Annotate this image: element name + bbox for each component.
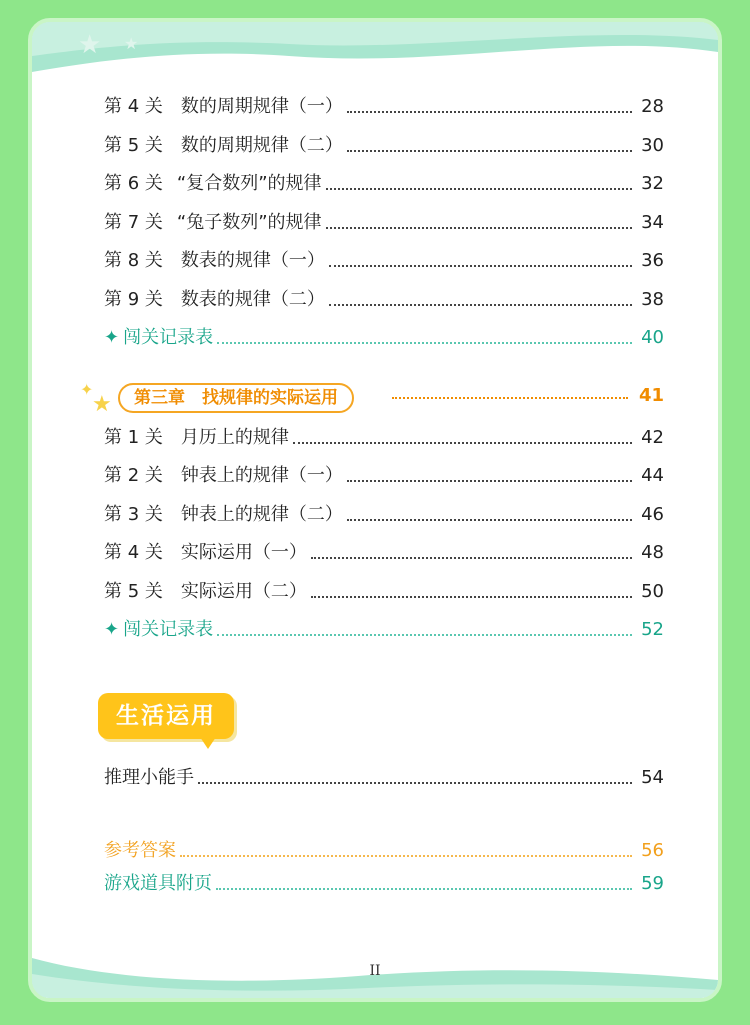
leader-dots — [216, 888, 632, 890]
chapter-title: 第三章 找规律的实际运用 — [118, 383, 354, 413]
star-top-small-icon: ★ — [124, 34, 139, 53]
level-label: 第 8 关 — [104, 250, 163, 271]
section-title: 生活运用 — [116, 703, 216, 729]
page-number: 52 — [641, 619, 664, 640]
star-icon: ✦ — [104, 619, 120, 640]
record-table-row[interactable] — [104, 325, 664, 349]
entry-title: 参考答案 — [104, 840, 176, 861]
page-number: 30 — [641, 135, 664, 156]
star-icon: ✦ — [104, 327, 120, 348]
leader-dots — [347, 111, 632, 113]
leader-dots — [347, 480, 632, 482]
leader-dots — [293, 442, 632, 444]
page-number: 34 — [641, 212, 664, 233]
page-number: 54 — [641, 767, 664, 788]
star-top-left-icon: ★ — [78, 30, 102, 60]
toc-row[interactable] — [104, 133, 664, 157]
level-label: 第 1 关 — [104, 427, 163, 448]
entry-title: 闯关记录表 — [123, 327, 214, 348]
leader-dots — [347, 519, 632, 521]
page-number: 42 — [641, 427, 664, 448]
section-badge-life — [98, 693, 234, 739]
toc-row[interactable] — [104, 287, 664, 311]
entry-title: “兔子数列”的规律 — [176, 212, 322, 233]
page-number: 48 — [641, 542, 664, 563]
toc-row[interactable] — [104, 94, 664, 118]
toc-row[interactable] — [104, 502, 664, 526]
toc-row[interactable] — [104, 765, 664, 789]
sparkle-icon: ★ — [92, 392, 112, 417]
page-number: 50 — [641, 581, 664, 602]
sparkle-icon: ✦ — [80, 380, 94, 399]
leader-dots — [329, 265, 632, 267]
page-number: 56 — [641, 840, 664, 861]
level-label: 第 4 关 — [104, 96, 163, 117]
leader-dots — [347, 150, 632, 152]
page-number: 32 — [641, 173, 664, 194]
toc-row[interactable] — [104, 210, 664, 234]
answers-row[interactable] — [104, 838, 664, 862]
level-label: 第 7 关 — [104, 212, 163, 233]
leader-dots — [326, 188, 632, 190]
level-label: 第 9 关 — [104, 289, 163, 310]
toc-row[interactable] — [104, 171, 664, 195]
record-table-row[interactable] — [104, 617, 664, 641]
level-label: 第 3 关 — [104, 504, 163, 525]
top-wave-decoration — [32, 22, 718, 84]
page-number: 46 — [641, 504, 664, 525]
page-number: 28 — [641, 96, 664, 117]
entry-title: 数表的规律（一） — [180, 250, 325, 271]
toc-row[interactable] — [104, 248, 664, 272]
leader-dots — [326, 227, 632, 229]
toc-row[interactable] — [104, 425, 664, 449]
entry-title: “复合数列”的规律 — [176, 173, 322, 194]
leader-dots — [329, 304, 632, 306]
page-number: 36 — [641, 250, 664, 271]
page-number: 38 — [641, 289, 664, 310]
page-number: 40 — [641, 327, 664, 348]
chapter-heading[interactable] — [88, 383, 664, 413]
entry-title: 钟表上的规律（二） — [180, 504, 343, 525]
leader-dots — [392, 397, 628, 399]
level-label: 第 5 关 — [104, 581, 163, 602]
speech-tail — [200, 737, 216, 749]
leader-dots — [198, 782, 632, 784]
page-number: 59 — [641, 873, 664, 894]
level-label: 第 4 关 — [104, 542, 163, 563]
entry-title: 数的周期规律（二） — [180, 135, 343, 156]
entry-title: 月历上的规律 — [180, 427, 289, 448]
entry-title: 游戏道具附页 — [104, 873, 212, 894]
entry-title: 闯关记录表 — [123, 619, 214, 640]
leader-dots — [217, 342, 632, 344]
leader-dots — [311, 557, 632, 559]
entry-title: 钟表上的规律（一） — [180, 465, 343, 486]
page-number: 41 — [638, 385, 664, 406]
entry-title: 数的周期规律（一） — [180, 96, 343, 117]
entry-title: 实际运用（一） — [180, 542, 307, 563]
leader-dots — [217, 634, 632, 636]
entry-title: 实际运用（二） — [180, 581, 307, 602]
page-number: 44 — [641, 465, 664, 486]
level-label: 第 6 关 — [104, 173, 163, 194]
entry-title: 数表的规律（二） — [180, 289, 325, 310]
toc-row[interactable] — [104, 540, 664, 564]
toc-row[interactable] — [104, 579, 664, 603]
appendix-row[interactable] — [104, 871, 664, 895]
leader-dots — [311, 596, 632, 598]
entry-title: 推理小能手 — [104, 767, 194, 788]
level-label: 第 5 关 — [104, 135, 163, 156]
toc-row[interactable] — [104, 463, 664, 487]
leader-dots — [180, 855, 632, 857]
page-folio: II — [369, 963, 381, 979]
level-label: 第 2 关 — [104, 465, 163, 486]
